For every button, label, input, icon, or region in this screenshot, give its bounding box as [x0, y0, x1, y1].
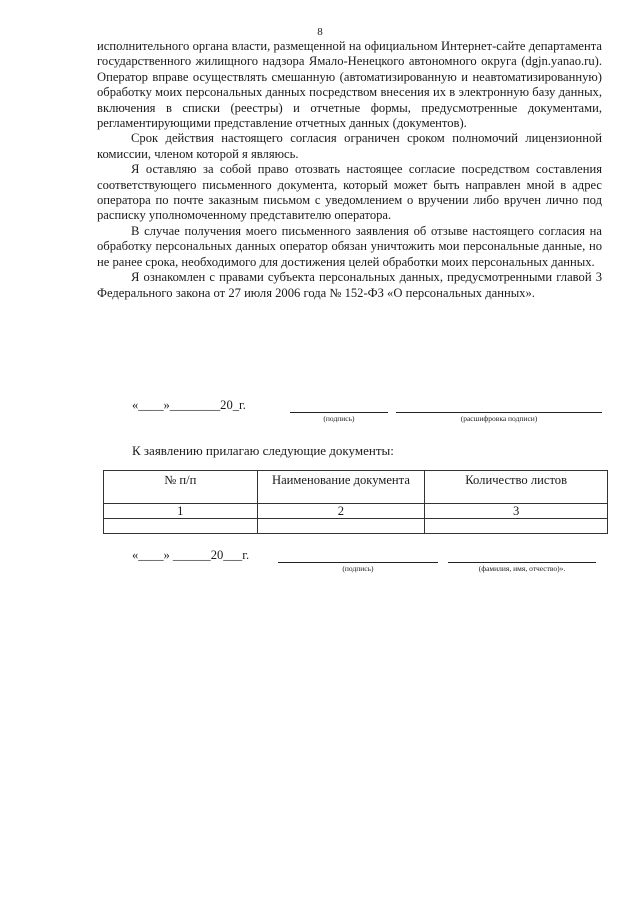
signature-decoding-line-1[interactable]: [396, 412, 602, 413]
signature-date-2: «____» ______20___г.: [132, 548, 250, 562]
table-cell[interactable]: 3: [425, 504, 608, 519]
table-row: [104, 504, 608, 519]
paragraph-acknowledgement: Я ознакомлен с правами субъекта персональных данных, предусмотренными главой 3 Федерального закона от 27 июля 2006 года № 152-ФЗ «О персональных данных».: [97, 270, 602, 300]
table-cell[interactable]: [257, 519, 425, 534]
paragraph-data-destruction: В случае получения моего письменного заявления об отзыве настоящего согласия на обработку персональных данных оператор обязан уничтожить мои персональные данные, но не ранее срока, необходимого для достижения целей обработки моих персональных данных.: [97, 223, 602, 269]
full-name-caption-2: (фамилия, имя, отчество)».: [478, 564, 566, 573]
table-cell[interactable]: 2: [257, 504, 425, 519]
column-header-number: № п/п: [104, 471, 258, 504]
consent-body-text: [97, 39, 602, 301]
page-number: 8: [317, 26, 323, 38]
paragraph-operator-processing: исполнительного органа власти, размещенной на официальном Интернет-сайте департамента государственного жилищного надзора Ямало-Ненецкого автономного округа (dgjn.yanao.ru). Оператор вправе осуществлять смешанную (автоматизированную и неавтоматизированную) обработку моих персональных данных посредством внесения их в электронную базу данных, включения в списки (реестры) и отчетные формы, предусмотренные документами, регламентирующими представление отчетных данных (документов).: [97, 39, 602, 131]
table-cell[interactable]: 1: [104, 504, 258, 519]
signature-line-1[interactable]: [290, 412, 388, 413]
table-header-row: [104, 471, 608, 504]
signature-date-1: «____»________20_г.: [132, 398, 246, 412]
full-name-line-2[interactable]: [448, 562, 596, 563]
paragraph-consent-term: Срок действия настоящего согласия ограничен сроком полномочий лицензионной комиссии, членом которой я являюсь.: [97, 131, 602, 161]
signature-caption-1: (подпись): [323, 414, 355, 423]
paragraph-right-to-revoke: Я оставляю за собой право отозвать настоящее согласие посредством составления соответствующего письменного документа, который может быть направлен мной в адрес оператора по почте заказным письмом с уведомлением о вручении либо вручен лично под расписку уполномоченному представителю оператора.: [97, 162, 602, 223]
signature-caption-2: (подпись): [342, 564, 374, 573]
attachments-table: [103, 470, 608, 534]
column-header-sheet-count: Количество листов: [425, 471, 608, 504]
attachments-heading: К заявлению прилагаю следующие документы:: [132, 443, 394, 458]
table-cell[interactable]: [104, 519, 258, 534]
table-cell[interactable]: [425, 519, 608, 534]
signature-decoding-caption-1: (расшифровка подписи): [460, 414, 538, 423]
table-row: [104, 519, 608, 534]
signature-line-2[interactable]: [278, 562, 438, 563]
column-header-document-name: Наименование документа: [257, 471, 425, 504]
